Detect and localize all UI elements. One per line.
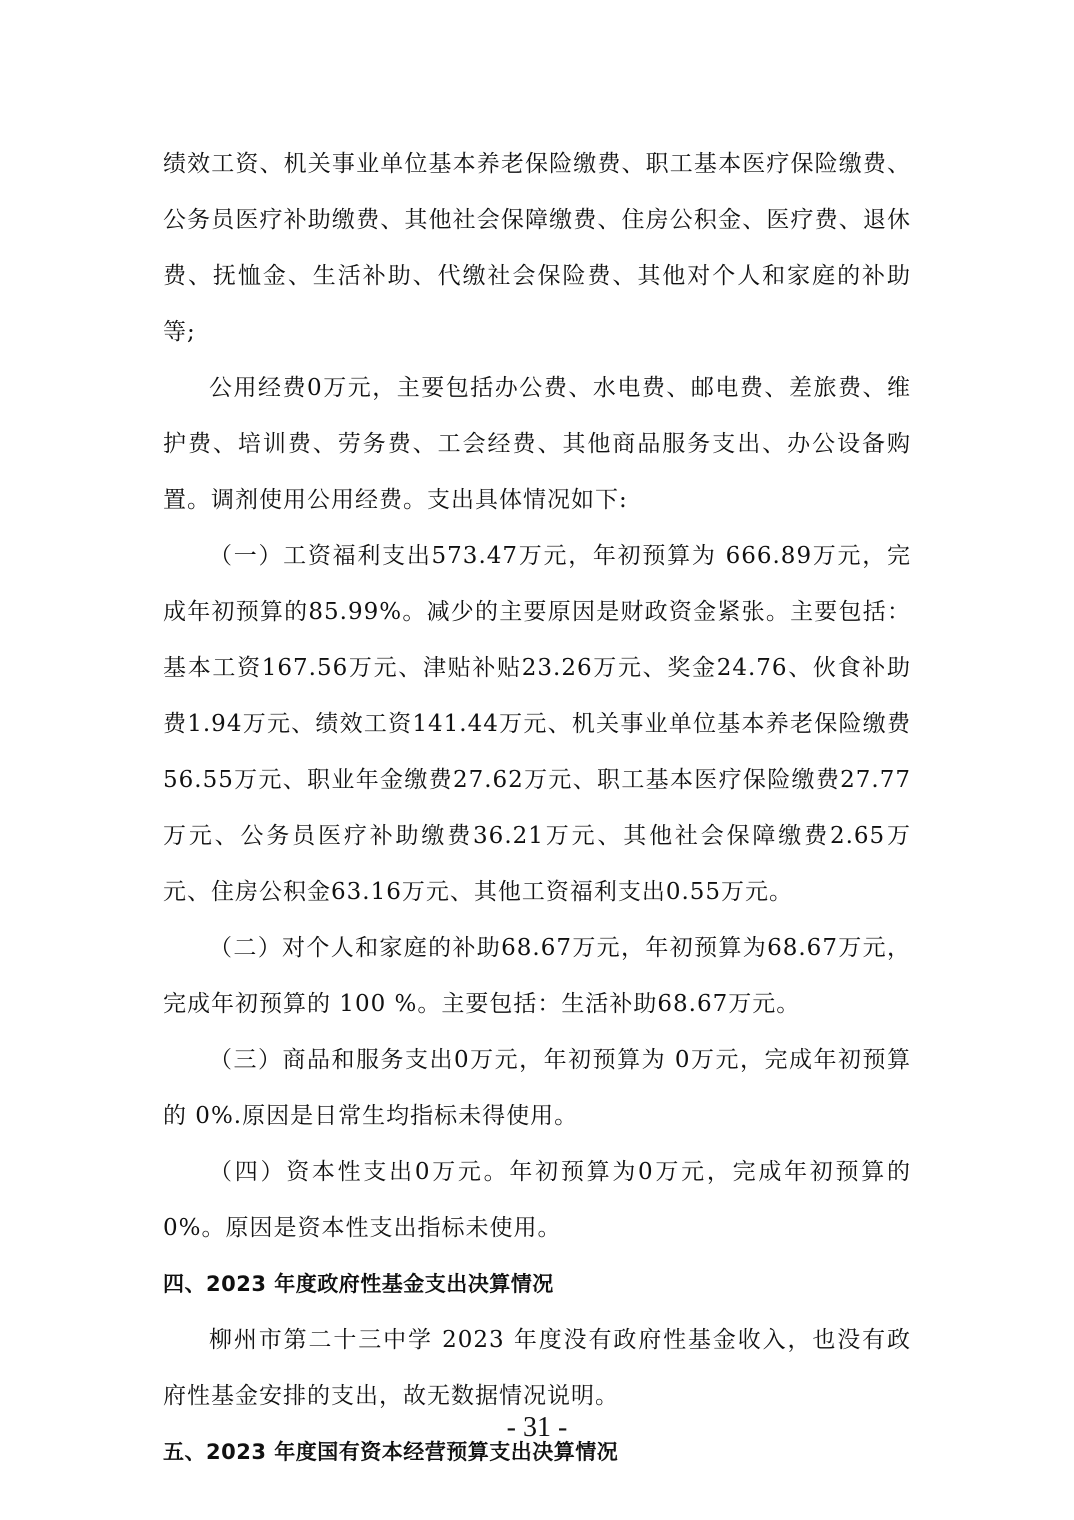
- section-heading-state-capital: 五、2023 年度国有资本经营预算支出决算情况: [163, 1440, 619, 1464]
- paragraph-capital-expenditure: （四）资本性支出0万元。年初预算为0万元，完成年初预算的0%。原因是资本性支出指标未使用。: [163, 1159, 911, 1241]
- paragraph-salary-welfare: （一）工资福利支出573.47万元，年初预算为 666.89万元，完成年初预算的85.99%。减少的主要原因是财政资金紧张。主要包括：基本工资167.56万元、津贴补贴23.26万元、奖金24.76、伙食补助费1.94万元、绩效工资141.44万元、机关事业单位基本养老保险缴费56.55万元、职业年金缴费27.62万元、职工基本医疗保险缴费27.77万元、公务员医疗补助缴费36.21万元、其他社会保障缴费2.65万元、住房公积金63.16万元、其他工资福利支出0.55万元。: [163, 543, 911, 905]
- paragraph-government-fund: 柳州市第二十三中学 2023 年度没有政府性基金收入，也没有政府性基金安排的支出，故无数据情况说明。: [163, 1327, 911, 1409]
- section-heading-government-fund: 四、2023 年度政府性基金支出决算情况: [163, 1272, 554, 1296]
- paragraph-personnel-items: 绩效工资、机关事业单位基本养老保险缴费、职工基本医疗保险缴费、公务员医疗补助缴费、其他社会保障缴费、住房公积金、医疗费、退休费、抚恤金、生活补助、代缴社会保险费、其他对个人和家庭的补助等;: [163, 151, 911, 345]
- paragraph-public-expenses: 公用经费0万元，主要包括办公费、水电费、邮电费、差旅费、维护费、培训费、劳务费、工会经费、其他商品服务支出、办公设备购置。调剂使用公用经费。支出具体情况如下:: [163, 375, 911, 513]
- paragraph-individual-family-subsidy: （二）对个人和家庭的补助68.67万元，年初预算为68.67万元，完成年初预算的 100 %。主要包括：生活补助68.67万元。: [163, 935, 911, 1017]
- page-content: [163, 136, 911, 1480]
- page-number: - 31 -: [506, 1412, 568, 1443]
- paragraph-goods-services: （三）商品和服务支出0万元，年初预算为 0万元，完成年初预算的 0%.原因是日常生均指标未得使用。: [163, 1047, 911, 1129]
